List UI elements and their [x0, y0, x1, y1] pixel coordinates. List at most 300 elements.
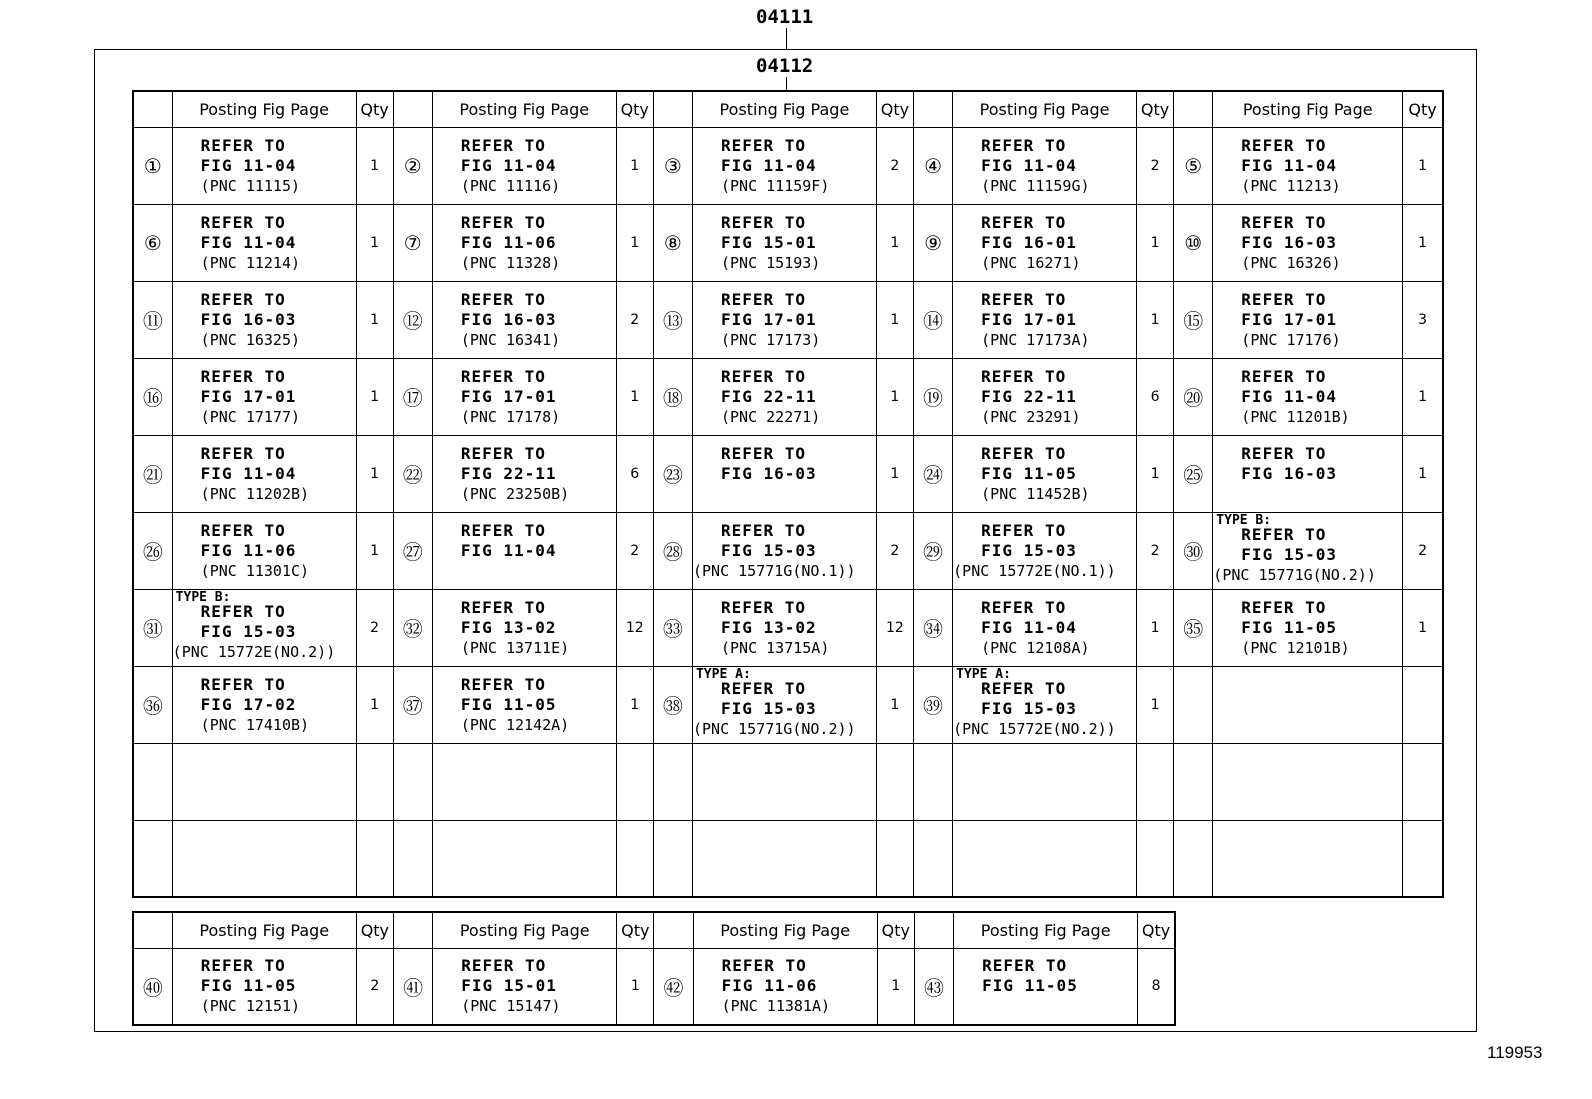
empty-cell — [953, 743, 1137, 820]
item-number: ② — [393, 127, 432, 204]
header-posting-fig-page: Posting Fig Page — [954, 912, 1138, 948]
fig-reference: FIG 16-03 — [720, 463, 817, 483]
posting-reference — [172, 948, 356, 1025]
posting-reference — [172, 589, 356, 666]
fig-reference: FIG 11-04 — [720, 155, 817, 175]
empty-row — [133, 820, 1443, 897]
parts-reference-table-extra — [132, 911, 1176, 1026]
quantity: 1 — [1403, 358, 1443, 435]
reference-lines — [433, 598, 616, 658]
posting-reference — [953, 435, 1137, 512]
empty-cell — [1174, 743, 1213, 820]
header-qty: Qty — [356, 912, 393, 948]
table-row — [133, 512, 1443, 589]
reference-lines — [433, 290, 616, 350]
empty-cell — [1403, 820, 1443, 897]
reference-lines — [953, 598, 1136, 658]
posting-reference — [953, 589, 1137, 666]
reference-lines — [173, 136, 356, 196]
pnc-reference: (PNC 17173) — [720, 330, 821, 349]
header-posting-fig-page: Posting Fig Page — [1213, 91, 1403, 127]
posting-reference — [172, 666, 356, 743]
reference-lines — [433, 521, 616, 581]
fig-reference: FIG 15-03 — [720, 698, 817, 718]
inner-group-leader-line — [786, 77, 787, 90]
quantity: 1 — [356, 512, 393, 589]
item-number: ㉝ — [653, 589, 692, 666]
empty-cell — [133, 743, 172, 820]
item-number: ㉗ — [393, 512, 432, 589]
refer-to-text: REFER TO — [200, 674, 286, 694]
header-qty: Qty — [1138, 912, 1175, 948]
quantity: 12 — [616, 589, 653, 666]
reference-lines — [694, 956, 877, 1016]
posting-reference — [692, 127, 876, 204]
fig-reference: FIG 11-04 — [460, 540, 557, 560]
posting-reference — [432, 435, 616, 512]
item-number: ⑫ — [393, 281, 432, 358]
posting-reference — [953, 127, 1137, 204]
fig-reference: FIG 16-01 — [981, 232, 1077, 252]
pnc-reference: (PNC 15771G(NO.2)) — [1213, 565, 1376, 584]
quantity: 1 — [356, 127, 393, 204]
outer-group-leader-line — [786, 28, 787, 49]
posting-reference — [692, 358, 876, 435]
item-number: ㉟ — [1174, 589, 1213, 666]
header-num-cell — [1174, 91, 1213, 127]
pnc-reference: (PNC 12108A) — [981, 638, 1090, 657]
pnc-reference: (PNC 11201B) — [1241, 407, 1350, 426]
item-number: ㉕ — [1174, 435, 1213, 512]
empty-cell — [653, 743, 692, 820]
reference-lines — [173, 956, 356, 1016]
parts-reference-table — [132, 90, 1444, 898]
pnc-reference: (PNC 12151) — [200, 997, 301, 1016]
empty-cell — [393, 743, 432, 820]
reference-lines — [953, 444, 1136, 504]
reference-lines — [1213, 213, 1402, 273]
refer-to-text: REFER TO — [460, 597, 546, 617]
refer-to-text: REFER TO — [982, 956, 1068, 976]
header-num-cell — [133, 91, 172, 127]
fig-reference: FIG 11-04 — [200, 463, 297, 483]
type-label: TYPE B: — [1216, 512, 1272, 528]
pnc-reference: (PNC 15193) — [720, 253, 821, 272]
posting-reference — [692, 435, 876, 512]
pnc-reference: (PNC 11301C) — [200, 561, 310, 580]
fig-reference: FIG 17-02 — [200, 694, 297, 714]
posting-reference — [1213, 589, 1403, 666]
table-row — [133, 204, 1443, 281]
quantity: 2 — [1403, 512, 1443, 589]
header-num-cell — [393, 91, 432, 127]
empty-cell — [1403, 743, 1443, 820]
item-number: ⑤ — [1174, 127, 1213, 204]
item-number: ㉖ — [133, 512, 172, 589]
refer-to-text: REFER TO — [460, 443, 546, 463]
header-posting-fig-page: Posting Fig Page — [172, 91, 356, 127]
fig-reference: FIG 15-03 — [981, 540, 1077, 560]
pnc-reference: (PNC 11328) — [460, 253, 561, 272]
header-posting-fig-page: Posting Fig Page — [693, 912, 877, 948]
header-row — [133, 91, 1443, 127]
fig-reference: FIG 17-01 — [981, 309, 1077, 329]
fig-reference: FIG 11-04 — [981, 155, 1077, 175]
header-posting-fig-page: Posting Fig Page — [172, 912, 356, 948]
refer-to-text: REFER TO — [460, 212, 546, 232]
header-num-cell — [653, 91, 692, 127]
posting-reference — [172, 204, 356, 281]
item-number: ⑮ — [1174, 281, 1213, 358]
item-number: ⑱ — [653, 358, 692, 435]
fig-reference: FIG 11-04 — [981, 617, 1077, 637]
empty-cell — [876, 820, 913, 897]
item-number: ㉔ — [913, 435, 952, 512]
refer-to-text: REFER TO — [981, 678, 1067, 698]
fig-reference: FIG 11-05 — [1241, 617, 1337, 637]
refer-to-text: REFER TO — [981, 366, 1067, 386]
posting-reference — [953, 512, 1137, 589]
empty-cell — [692, 820, 876, 897]
reference-lines — [953, 136, 1136, 196]
pnc-reference: (PNC 11159G) — [981, 176, 1090, 195]
quantity: 3 — [1403, 281, 1443, 358]
pnc-reference: (PNC 12101B) — [1241, 638, 1350, 657]
posting-reference — [692, 666, 876, 743]
pnc-reference: (PNC 23291) — [981, 407, 1081, 426]
header-num-cell — [133, 912, 172, 948]
fig-reference: FIG 17-01 — [720, 309, 817, 329]
empty-cell — [876, 743, 913, 820]
quantity: 1 — [1403, 127, 1443, 204]
empty-row — [133, 743, 1443, 820]
item-number: ① — [133, 127, 172, 204]
posting-reference — [172, 127, 356, 204]
posting-reference — [432, 281, 616, 358]
header-qty: Qty — [1136, 91, 1173, 127]
header-num-cell — [913, 91, 952, 127]
posting-reference — [1213, 666, 1403, 743]
drawing-number: 119953 — [1487, 1043, 1543, 1062]
pnc-reference: (PNC 11159F) — [720, 176, 830, 195]
quantity: 1 — [617, 948, 654, 1025]
item-number: ④ — [913, 127, 952, 204]
header-posting-fig-page: Posting Fig Page — [433, 912, 617, 948]
refer-to-text: REFER TO — [1241, 597, 1327, 617]
posting-reference — [692, 512, 876, 589]
posting-reference — [692, 281, 876, 358]
empty-cell — [616, 820, 653, 897]
reference-lines — [693, 367, 876, 427]
pnc-reference: (PNC 15772E(NO.2)) — [953, 719, 1116, 738]
refer-to-text: REFER TO — [461, 956, 547, 976]
item-number: ㊲ — [393, 666, 432, 743]
item-number: ㉒ — [393, 435, 432, 512]
refer-to-text: REFER TO — [460, 366, 546, 386]
refer-to-text: REFER TO — [200, 956, 286, 976]
fig-reference: FIG 16-03 — [460, 309, 557, 329]
posting-reference — [953, 358, 1137, 435]
refer-to-text: REFER TO — [720, 597, 807, 617]
reference-lines — [1213, 675, 1402, 735]
reference-lines — [173, 444, 356, 504]
fig-reference: FIG 15-03 — [981, 698, 1077, 718]
posting-reference — [953, 666, 1137, 743]
refer-to-text: REFER TO — [1241, 366, 1327, 386]
reference-lines — [953, 290, 1136, 350]
pnc-reference: (PNC 16271) — [981, 253, 1081, 272]
refer-to-text: REFER TO — [200, 520, 286, 540]
pnc-reference: (PNC 17410B) — [200, 715, 310, 734]
item-number: ⑳ — [1174, 358, 1213, 435]
quantity: 1 — [616, 666, 653, 743]
type-label: TYPE B: — [175, 589, 231, 605]
refer-to-text: REFER TO — [1241, 212, 1327, 232]
reference-lines — [953, 521, 1136, 581]
pnc-reference: (PNC 11213) — [1241, 176, 1341, 195]
quantity: 1 — [616, 358, 653, 435]
posting-reference — [432, 589, 616, 666]
refer-to-text: REFER TO — [721, 956, 807, 976]
type-label: TYPE A: — [956, 666, 1011, 682]
quantity — [1403, 666, 1443, 743]
empty-cell — [1174, 820, 1213, 897]
quantity: 1 — [876, 435, 913, 512]
empty-cell — [953, 820, 1137, 897]
fig-reference: FIG 16-03 — [1241, 463, 1337, 483]
fig-reference: FIG 17-01 — [460, 386, 557, 406]
header-qty: Qty — [877, 912, 914, 948]
item-number: ⑥ — [133, 204, 172, 281]
refer-to-text: REFER TO — [720, 212, 807, 232]
refer-to-text: REFER TO — [981, 135, 1067, 155]
reference-lines — [693, 136, 876, 196]
table-row — [133, 127, 1443, 204]
item-number: ⑯ — [133, 358, 172, 435]
pnc-reference: (PNC 15771G(NO.2)) — [692, 719, 856, 738]
refer-to-text: REFER TO — [1241, 443, 1327, 463]
header-qty: Qty — [617, 912, 654, 948]
empty-cell — [653, 820, 692, 897]
quantity: 1 — [876, 666, 913, 743]
fig-reference: FIG 11-04 — [460, 155, 557, 175]
fig-reference: FIG 15-03 — [200, 621, 297, 641]
fig-reference: FIG 15-01 — [720, 232, 817, 252]
table-row — [133, 358, 1443, 435]
pnc-reference: (PNC 22271) — [720, 407, 821, 426]
empty-cell — [172, 743, 356, 820]
posting-reference — [432, 358, 616, 435]
header-num-cell — [914, 912, 953, 948]
refer-to-text: REFER TO — [720, 678, 807, 698]
quantity: 2 — [1136, 127, 1173, 204]
refer-to-text: REFER TO — [1241, 135, 1327, 155]
pnc-reference: (PNC 15771G(NO.1)) — [692, 561, 856, 580]
quantity: 2 — [1136, 512, 1173, 589]
quantity: 2 — [876, 127, 913, 204]
empty-cell — [1136, 820, 1173, 897]
fig-reference: FIG 11-05 — [200, 976, 297, 996]
item-number: ㊳ — [653, 666, 692, 743]
refer-to-text: REFER TO — [460, 520, 546, 540]
fig-reference: FIG 17-01 — [1241, 309, 1337, 329]
reference-lines — [173, 213, 356, 273]
fig-reference: FIG 22-11 — [981, 386, 1077, 406]
table-row — [133, 948, 1175, 1025]
quantity: 1 — [1136, 435, 1173, 512]
empty-cell — [1213, 820, 1403, 897]
header-posting-fig-page: Posting Fig Page — [692, 91, 876, 127]
refer-to-text: REFER TO — [200, 366, 286, 386]
quantity: 1 — [877, 948, 914, 1025]
pnc-reference: (PNC 16341) — [460, 330, 561, 349]
quantity: 1 — [616, 204, 653, 281]
fig-reference: FIG 11-06 — [200, 540, 297, 560]
item-number: ⑨ — [913, 204, 952, 281]
quantity: 1 — [356, 435, 393, 512]
refer-to-text: REFER TO — [981, 443, 1067, 463]
quantity: 6 — [616, 435, 653, 512]
posting-reference — [432, 666, 616, 743]
fig-reference: FIG 22-11 — [720, 386, 817, 406]
pnc-reference: (PNC 23250B) — [460, 484, 570, 503]
refer-to-text: REFER TO — [460, 289, 546, 309]
item-number: ⑬ — [653, 281, 692, 358]
empty-cell — [1213, 743, 1403, 820]
reference-lines — [433, 213, 616, 273]
item-number: ㉛ — [133, 589, 172, 666]
reference-lines — [433, 136, 616, 196]
quantity: 8 — [1138, 948, 1175, 1025]
reference-lines — [693, 444, 876, 504]
quantity: 1 — [356, 358, 393, 435]
empty-cell — [692, 743, 876, 820]
pnc-reference: (PNC 16325) — [200, 330, 301, 349]
fig-reference: FIG 11-04 — [1241, 386, 1337, 406]
quantity: 1 — [1136, 666, 1173, 743]
item-number: ㊸ — [914, 948, 953, 1025]
table-row — [133, 435, 1443, 512]
item-number: ㉓ — [653, 435, 692, 512]
fig-reference: FIG 22-11 — [460, 463, 557, 483]
reference-lines — [1213, 598, 1402, 658]
empty-cell — [616, 743, 653, 820]
header-qty: Qty — [876, 91, 913, 127]
item-number: ㊶ — [393, 948, 432, 1025]
item-number: ㉘ — [653, 512, 692, 589]
reference-lines — [1213, 444, 1402, 504]
refer-to-text: REFER TO — [720, 366, 807, 386]
reference-lines — [173, 521, 356, 581]
header-num-cell — [393, 912, 432, 948]
refer-to-text: REFER TO — [720, 289, 807, 309]
refer-to-text: REFER TO — [981, 212, 1067, 232]
refer-to-text: REFER TO — [720, 135, 807, 155]
empty-cell — [913, 820, 952, 897]
pnc-reference: (PNC 15147) — [461, 997, 561, 1016]
refer-to-text: REFER TO — [981, 520, 1067, 540]
pnc-reference: (PNC 17177) — [200, 407, 301, 426]
reference-lines — [173, 290, 356, 350]
reference-lines — [953, 367, 1136, 427]
pnc-reference: (PNC 11115) — [200, 176, 301, 195]
pnc-reference: (PNC 15772E(NO.2)) — [172, 642, 336, 661]
reference-lines — [433, 367, 616, 427]
pnc-reference: (PNC 17173A) — [981, 330, 1090, 349]
quantity: 1 — [1136, 589, 1173, 666]
reference-lines — [1213, 136, 1402, 196]
header-posting-fig-page: Posting Fig Page — [432, 91, 616, 127]
empty-cell — [432, 743, 616, 820]
quantity: 2 — [356, 948, 393, 1025]
empty-cell — [432, 820, 616, 897]
type-label: TYPE A: — [695, 666, 751, 682]
quantity: 1 — [1403, 589, 1443, 666]
fig-reference: FIG 11-06 — [721, 976, 818, 996]
item-number: ㉙ — [913, 512, 952, 589]
pnc-reference: (PNC 13715A) — [720, 638, 830, 657]
pnc-reference: (PNC 11202B) — [200, 484, 310, 503]
posting-reference — [693, 948, 877, 1025]
quantity: 12 — [876, 589, 913, 666]
table-row — [133, 589, 1443, 666]
refer-to-text: REFER TO — [200, 443, 286, 463]
refer-to-text: REFER TO — [981, 289, 1067, 309]
quantity: 1 — [1403, 435, 1443, 512]
header-qty: Qty — [616, 91, 653, 127]
quantity: 2 — [616, 512, 653, 589]
quantity: 1 — [876, 281, 913, 358]
item-number: ㉞ — [913, 589, 952, 666]
fig-reference: FIG 15-03 — [720, 540, 817, 560]
pnc-reference: (PNC 11214) — [200, 253, 301, 272]
refer-to-text: REFER TO — [720, 520, 807, 540]
fig-reference: FIG 15-03 — [1241, 544, 1337, 564]
refer-to-text: REFER TO — [460, 674, 546, 694]
posting-reference — [1213, 512, 1403, 589]
table-row — [133, 281, 1443, 358]
reference-lines — [1213, 290, 1402, 350]
item-number: ⑦ — [393, 204, 432, 281]
item-number: ㉑ — [133, 435, 172, 512]
pnc-reference: (PNC 11116) — [460, 176, 561, 195]
item-number — [1174, 666, 1213, 743]
posting-reference — [1213, 127, 1403, 204]
header-num-cell — [654, 912, 693, 948]
fig-reference: FIG 13-02 — [720, 617, 817, 637]
fig-reference: FIG 11-05 — [460, 694, 557, 714]
item-number: ⑭ — [913, 281, 952, 358]
posting-reference — [172, 358, 356, 435]
item-number: ⑩ — [1174, 204, 1213, 281]
quantity: 1 — [356, 204, 393, 281]
reference-lines — [433, 956, 616, 1016]
pnc-reference: (PNC 15772E(NO.1)) — [953, 561, 1116, 580]
quantity: 2 — [876, 512, 913, 589]
quantity: 2 — [356, 589, 393, 666]
reference-lines — [693, 290, 876, 350]
pnc-reference: (PNC 11381A) — [721, 997, 831, 1016]
posting-reference — [1213, 281, 1403, 358]
refer-to-text: REFER TO — [200, 601, 286, 621]
refer-to-text: REFER TO — [200, 212, 286, 232]
posting-reference — [1213, 204, 1403, 281]
reference-lines — [693, 521, 876, 581]
refer-to-text: REFER TO — [200, 289, 286, 309]
pnc-reference: (PNC 16326) — [1241, 253, 1341, 272]
reference-lines — [173, 675, 356, 735]
item-number: ㊵ — [133, 948, 172, 1025]
